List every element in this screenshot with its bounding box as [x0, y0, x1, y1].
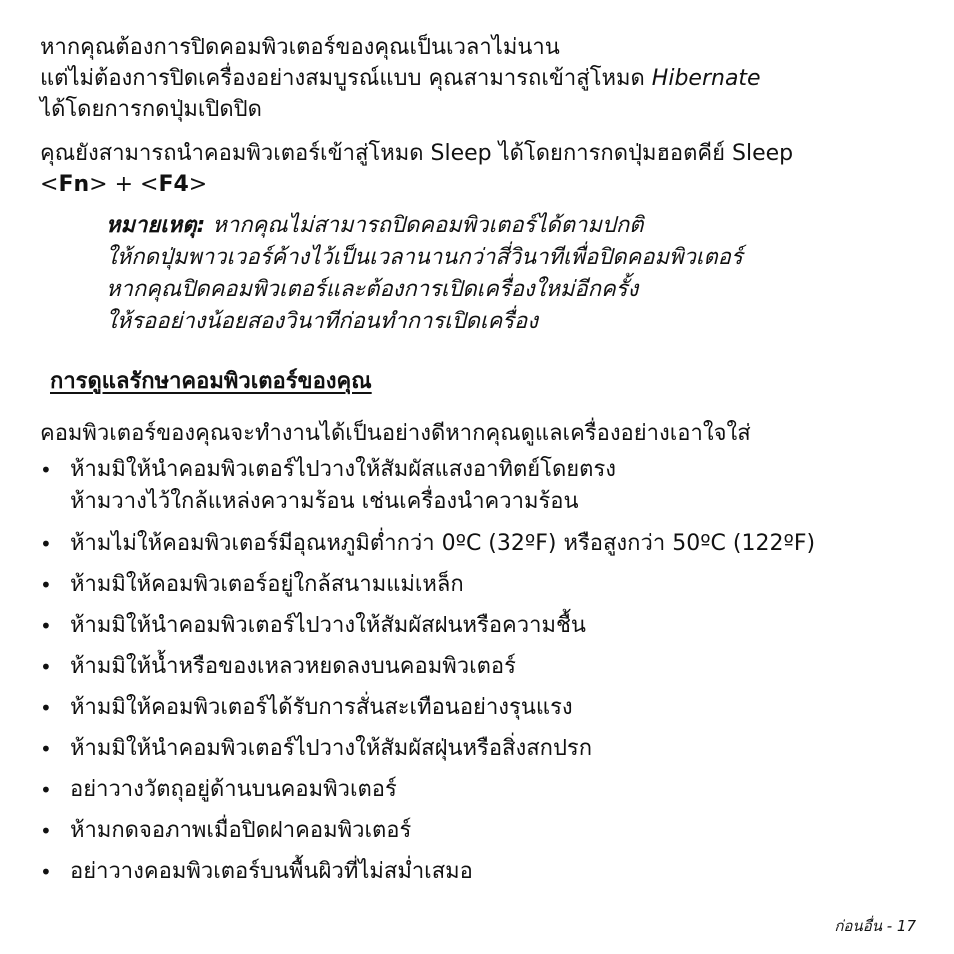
list-item — [40, 569, 815, 610]
hotkey-bracket: < — [40, 172, 59, 197]
note-line-2: ให้กดปุ่มพาวเวอร์ค้างไว้เป็นเวลานานกว่าสี่วินาทีเพื่อปิดคอมพิวเตอร์ — [106, 245, 743, 270]
note-line-1 — [106, 213, 643, 238]
section-intro: คอมพิวเตอร์ของคุณจะทำงานได้เป็นอย่างดีหากคุณดูแลเครื่องอย่างเอาใจใส่ — [40, 421, 751, 446]
list-item — [40, 856, 815, 897]
sleep-paragraph — [40, 138, 793, 200]
list-item-text: ห้ามกดจอภาพเมื่อปิดฝาคอมพิวเตอร์ — [70, 818, 412, 843]
page-number: 17 — [896, 917, 916, 935]
list-item-text: ห้ามมิให้นำคอมพิวเตอร์ไปวางให้สัมผัสฝนหรือความชื้น — [70, 613, 586, 638]
bullet-icon: • — [40, 532, 52, 556]
footer-label: ก่อนอื่น - — [834, 917, 897, 935]
intro-paragraph — [40, 32, 761, 125]
list-item — [40, 815, 815, 856]
hotkey-f4: F4 — [158, 172, 189, 197]
intro-line-1: หากคุณต้องการปิดคอมพิวเตอร์ของคุณเป็นเวลาไม่นาน — [40, 35, 560, 60]
hibernate-term: Hibernate — [651, 66, 761, 91]
bullet-icon: • — [40, 458, 52, 482]
list-item-line-2: ห้ามวางไว้ใกล้แหล่งความร้อน เช่นเครื่องนำความร้อน — [70, 489, 579, 514]
bullet-icon: • — [40, 655, 52, 679]
list-item-text: ห้ามมิให้คอมพิวเตอร์อยู่ใกล้สนามแม่เหล็ก — [70, 572, 464, 597]
list-item-text: ห้ามมิให้น้ำหรือของเหลวหยดลงบนคอมพิวเตอร์ — [70, 654, 516, 679]
bullet-icon: • — [40, 614, 52, 638]
hotkey-bracket-close: > — [188, 172, 208, 197]
bullet-icon: • — [40, 819, 52, 843]
note-block — [106, 210, 743, 338]
list-item-text: อย่าวางคอมพิวเตอร์บนพื้นผิวที่ไม่สม่ำเสมอ — [70, 859, 473, 884]
hotkey-separator: > + < — [89, 172, 159, 197]
list-item-text: ห้ามมิให้นำคอมพิวเตอร์ไปวางให้สัมผัสฝุ่นหรือสิ่งสกปรก — [70, 736, 593, 761]
list-item-line-1: ห้ามมิให้นำคอมพิวเตอร์ไปวางให้สัมผัสแสงอาทิตย์โดยตรง — [70, 457, 617, 482]
list-item — [40, 610, 815, 651]
bullet-icon: • — [40, 778, 52, 802]
page-footer — [834, 914, 916, 938]
list-item — [40, 454, 815, 528]
care-bullet-list — [40, 454, 815, 897]
bullet-icon: • — [40, 573, 52, 597]
note-label: หมายเหตุ: — [106, 213, 206, 238]
list-item — [40, 651, 815, 692]
intro-line-3: ได้โดยการกดปุ่มเปิดปิด — [40, 97, 262, 122]
section-heading: การดูแลรักษาคอมพิวเตอร์ของคุณ — [50, 369, 372, 394]
list-item — [40, 733, 815, 774]
list-item — [40, 528, 815, 569]
bullet-icon: • — [40, 737, 52, 761]
list-item — [40, 692, 815, 733]
note-line-4: ให้รออย่างน้อยสองวินาทีก่อนทำการเปิดเครื่อง — [106, 309, 538, 334]
bullet-icon: • — [40, 696, 52, 720]
note-line-1-text: หากคุณไม่สามารถปิดคอมพิวเตอร์ได้ตามปกติ — [205, 213, 644, 238]
bullet-icon: • — [40, 860, 52, 884]
hotkey-fn: Fn — [58, 172, 90, 197]
note-line-3: หากคุณปิดคอมพิวเตอร์และต้องการเปิดเครื่องใหม่อีกครั้ง — [106, 277, 639, 302]
intro-line-2 — [40, 66, 761, 91]
list-item-text: ห้ามไม่ให้คอมพิวเตอร์มีอุณหภูมิต่ำกว่า 0ºC (32ºF) หรือสูงกว่า 50ºC (122ºF) — [70, 531, 816, 556]
list-item — [40, 774, 815, 815]
intro-line-2-text: แต่ไม่ต้องการปิดเครื่องอย่างสมบูรณ์แบบ คุณสามารถเข้าสู่โหมด — [40, 66, 652, 91]
sleep-line-1: คุณยังสามารถนำคอมพิวเตอร์เข้าสู่โหมด Sleep ได้โดยการกดปุ่มฮอตคีย์ Sleep — [40, 141, 794, 166]
list-item-text: ห้ามมิให้คอมพิวเตอร์ได้รับการสั่นสะเทือนอย่างรุนแรง — [70, 695, 573, 720]
list-item-text: อย่าวางวัตถุอยู่ด้านบนคอมพิวเตอร์ — [70, 777, 397, 802]
sleep-hotkey — [40, 172, 207, 197]
